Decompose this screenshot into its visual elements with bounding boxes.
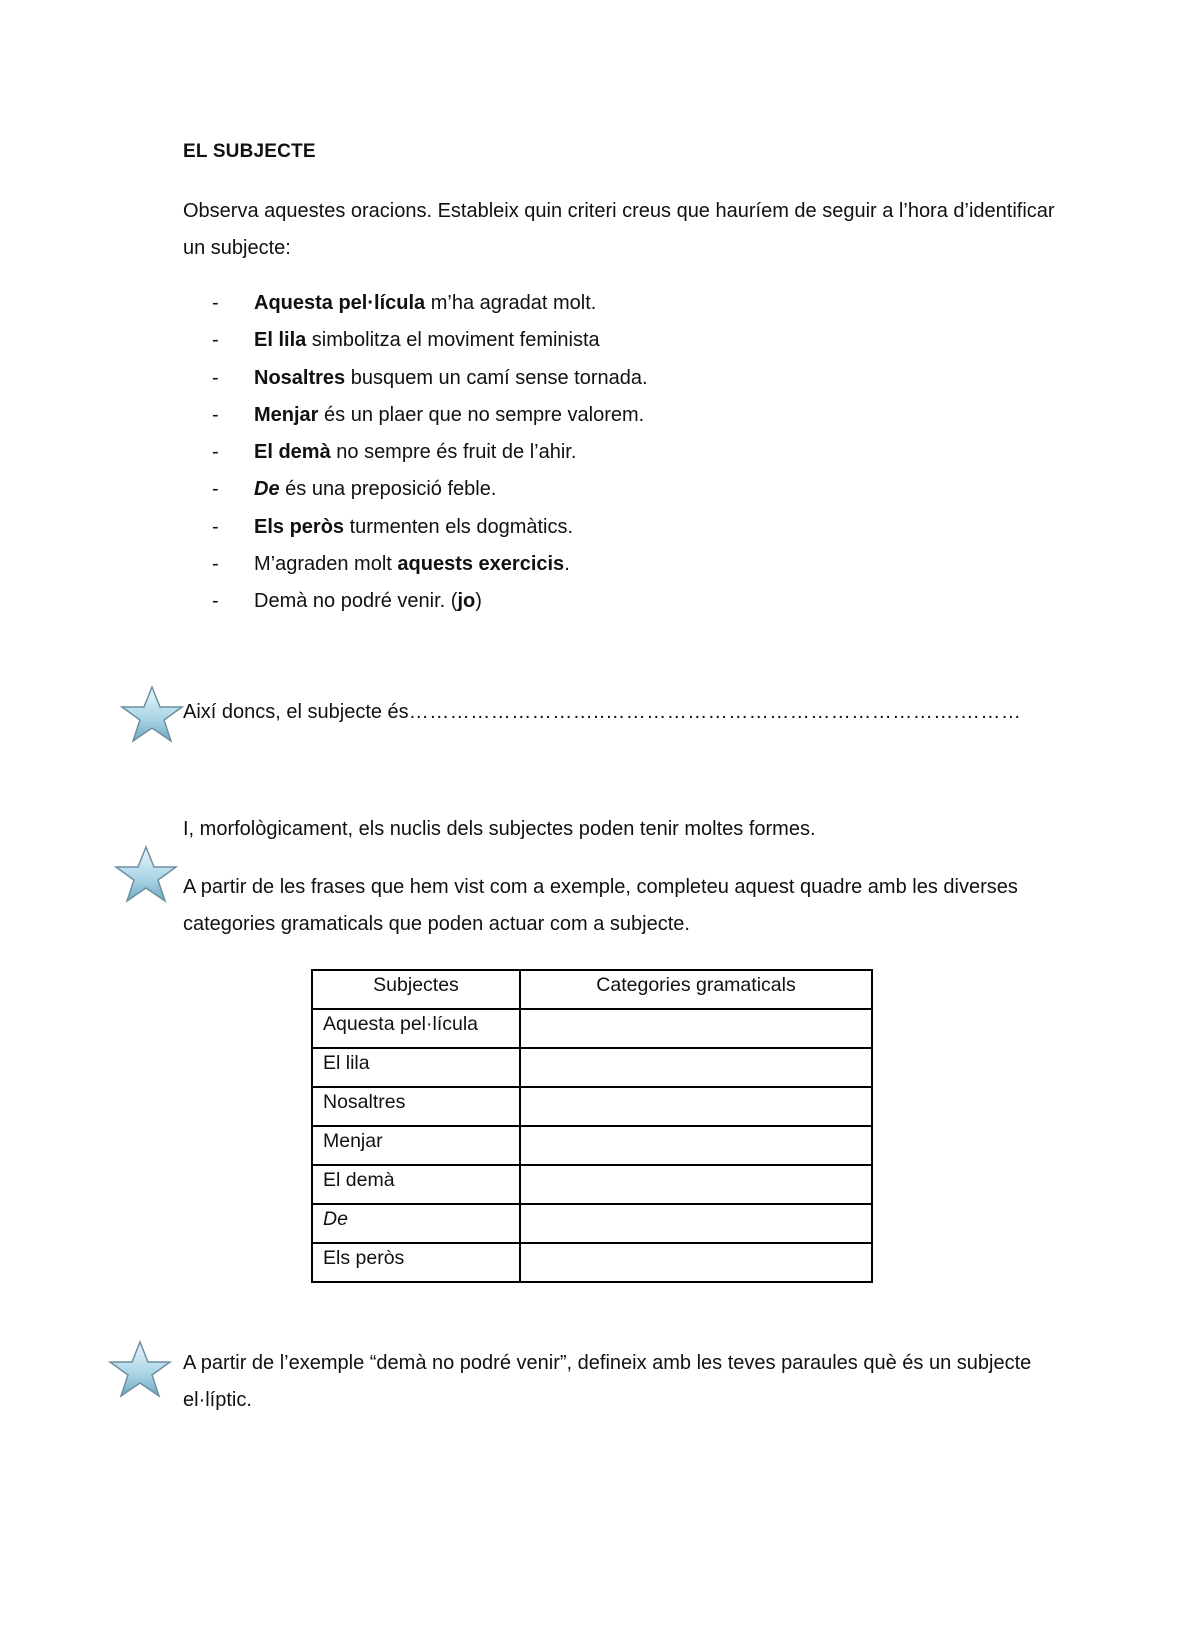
category-cell[interactable] xyxy=(520,1243,872,1282)
category-cell[interactable] xyxy=(520,1009,872,1048)
list-item: - Demà no podré venir. (jo) xyxy=(212,583,648,620)
table-row xyxy=(312,1165,872,1204)
subject-cell: De xyxy=(312,1204,520,1243)
table-instruction: A partir de les frases que hem vist com a exemple, completeu aquest quadre amb les diverses categories gramaticals que poden actuar com a subjecte. xyxy=(183,876,1018,935)
bullet-dash: - xyxy=(212,366,219,389)
category-cell[interactable] xyxy=(520,1204,872,1243)
intro-paragraph: Observa aquestes oracions. Estableix quin criteri creus que hauríem de seguir a l’hora d’identificar un subjecte: xyxy=(183,200,1055,259)
bullet-dash: - xyxy=(212,329,219,352)
subject-definition-line: Així doncs, el subjecte és………………………..…………………………………………….……… xyxy=(183,701,1022,723)
bullet-dash: - xyxy=(212,292,219,314)
star-icon xyxy=(114,845,178,903)
table-row xyxy=(312,1048,872,1087)
list-item: - Nosaltres busquem un camí sense tornada. xyxy=(212,360,648,397)
table-header-row xyxy=(312,970,872,1009)
subject-cell: Aquesta pel·lícula xyxy=(312,1009,520,1048)
table-row xyxy=(312,1243,872,1282)
list-item: - Aquesta pel·lícula m’ha agradat molt. xyxy=(212,285,648,322)
star-icon xyxy=(120,685,184,743)
subject-cell: Menjar xyxy=(312,1126,520,1165)
category-cell[interactable] xyxy=(520,1048,872,1087)
list-item: - M’agraden molt aquests exercicis. xyxy=(212,546,648,583)
subject-cell: Els peròs xyxy=(312,1243,520,1282)
bullet-dash: - xyxy=(212,590,219,613)
list-item: - Menjar és un plaer que no sempre valorem. xyxy=(212,397,648,434)
morphology-paragraph: I, morfològicament, els nuclis dels subjectes poden tenir moltes formes. xyxy=(183,818,816,840)
bullet-dash: - xyxy=(212,478,219,501)
subject-cell: El lila xyxy=(312,1048,520,1087)
subject-cell: Nosaltres xyxy=(312,1087,520,1126)
star-icon xyxy=(108,1340,172,1398)
header-categories: Categories gramaticals xyxy=(520,970,872,1009)
bullet-dash: - xyxy=(212,441,219,464)
table-row xyxy=(312,1087,872,1126)
subject-cell: El demà xyxy=(312,1165,520,1204)
page-title: EL SUBJECTE xyxy=(183,141,316,162)
bullet-dash: - xyxy=(212,553,219,576)
table-row xyxy=(312,1126,872,1165)
elliptic-instruction: A partir de l’exemple “demà no podré venir”, defineix amb les teves paraules què és un subjecte el·líptic. xyxy=(183,1352,1032,1411)
list-item: - El lila simbolitza el moviment feminista xyxy=(212,322,648,359)
example-list xyxy=(212,285,648,621)
bullet-dash: - xyxy=(212,515,219,538)
list-item: - De és una preposició feble. xyxy=(212,471,648,508)
table-row xyxy=(312,1009,872,1048)
list-item: - El demà no sempre és fruit de l’ahir. xyxy=(212,434,648,471)
table-row xyxy=(312,1204,872,1243)
bullet-dash: - xyxy=(212,403,219,426)
category-cell[interactable] xyxy=(520,1126,872,1165)
list-item: - Els peròs turmenten els dogmàtics. xyxy=(212,509,648,546)
categories-table xyxy=(311,969,873,1283)
category-cell[interactable] xyxy=(520,1087,872,1126)
category-cell[interactable] xyxy=(520,1165,872,1204)
header-subjects: Subjectes xyxy=(312,970,520,1009)
fill-in-dots: ………………………..…………………………………………….……… xyxy=(408,701,1022,723)
